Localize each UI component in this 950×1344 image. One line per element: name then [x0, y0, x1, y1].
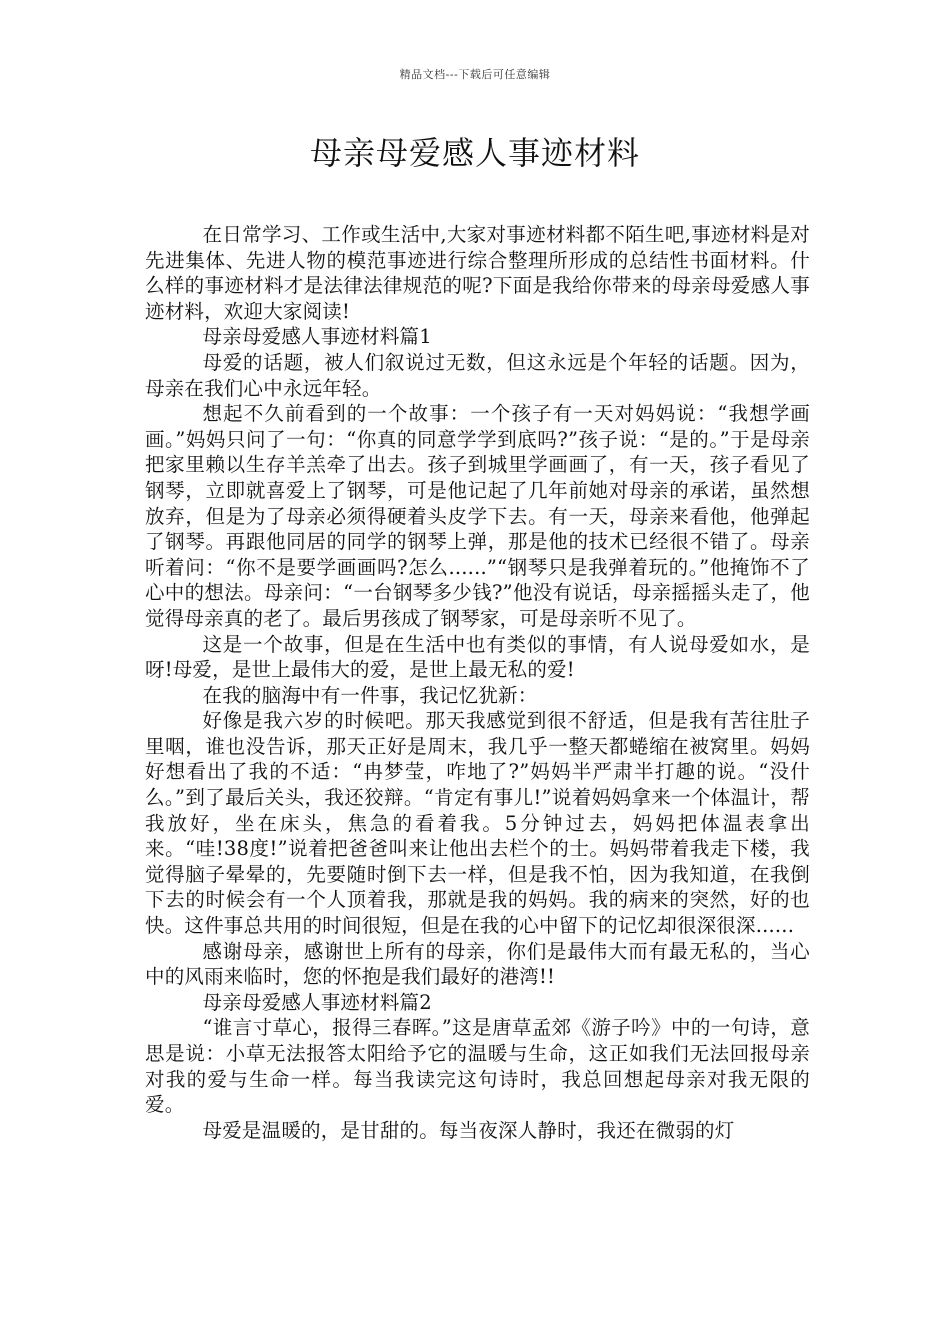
paragraph: “谁言寸草心，报得三春晖。”这是唐草孟郊《游子吟》中的一句诗，意思是说：小草无法报答太阳给予它的温暖与生命，这正如我们无法回报母亲对我的爱与生命一样。每当我读完这句诗时，我总回想起母亲对我无限的爱。 [145, 1016, 810, 1117]
paragraph-intro: 在日常学习、工作或生活中,大家对事迹材料都不陌生吧,事迹材料是对先进集体、先进人物的模范事迹进行综合整理所形成的总结性书面材料。什么样的事迹材料才是法律法律规范的呢?下面是我给你带来的母亲母爱感人事迹材料，欢迎大家阅读! [145, 223, 810, 323]
paragraph: 这是一个故事，但是在生活中也有类似的事情，有人说母爱如水，是呀!母爱，是世上最伟大的爱，是世上最无私的爱! [145, 632, 810, 682]
paragraph: 在我的脑海中有一件事，我记忆犹新： [202, 683, 538, 707]
paragraph: 想起不久前看到的一个故事：一个孩子有一天对妈妈说：“我想学画画。”妈妈只问了一句：“你真的同意学学到底吗?”孩子说：“是的。”于是母亲把家里赖以生存羊羔牵了出去。孩子到城里学画画了，有一天，孩子看见了钢琴，立即就喜爱上了钢琴，可是他记起了几年前她对母亲的承诺，虽然想放弃，但是为了母亲必须得硬着头皮学下去。有一天，母亲来看他，他弹起了钢琴。再跟他同居的同学的钢琴上弹，那是他的技术已经很不错了。母亲听着问：“你不是要学画画吗?怎么......”“钢琴只是我弹着玩的。”他掩饰不了心中的想法。母亲问：“一台钢琴多少钱?”他没有说话，母亲摇摇头走了，他觉得母亲真的老了。最后男孩成了钢琴家，可是母亲听不见了。 [145, 402, 810, 630]
section-heading-2: 母亲母爱感人事迹材料篇2 [202, 990, 432, 1014]
paragraph: 好像是我六岁的时候吧。那天我感觉到很不舒适，但是我有苦往肚子里咽，谁也没告诉，那天正好是周末，我几乎一整天都蜷缩在被窝里。妈妈好想看出了我的不适：“冉梦莹，咋地了?”妈妈半严肃半打趣的说。“没什么。”到了最后关头，我还狡辩。“肯定有事儿!”说着妈妈拿来一个体温计，帮我放好，坐在床头，焦急的看着我。5分钟过去，妈妈把体温表拿出来。“哇!38度!”说着把爸爸叫来让他出去栏个的士。妈妈带着我走下楼，我觉得脑子晕晕的，先要随时倒下去一样，但是我不怕，因为我知道，在我倒下去的时候会有一个人顶着我，那就是我的妈妈。我的病来的突然，好的也快。这件事总共用的时间很短，但是在我的心中留下的记忆却很深很深...... [145, 709, 810, 938]
header-note: 精品文档---下载后可任意编辑 [399, 68, 551, 81]
page-title: 母亲母爱感人事迹材料 [309, 134, 640, 172]
section-heading-1: 母亲母爱感人事迹材料篇1 [202, 325, 432, 349]
document-body [145, 222, 810, 1143]
paragraph: 母爱是温暖的，是甘甜的。每当夜深人静时，我还在微弱的灯 [202, 1118, 735, 1142]
paragraph: 母爱的话题，被人们叙说过无数，但这永远是个年轻的话题。因为，母亲在我们心中永远年轻。 [145, 350, 810, 400]
paragraph: 感谢母亲，感谢世上所有的母亲，你们是最伟大而有最无私的，当心中的风雨来临时，您的怀抱是我们最好的港湾!! [145, 939, 810, 989]
